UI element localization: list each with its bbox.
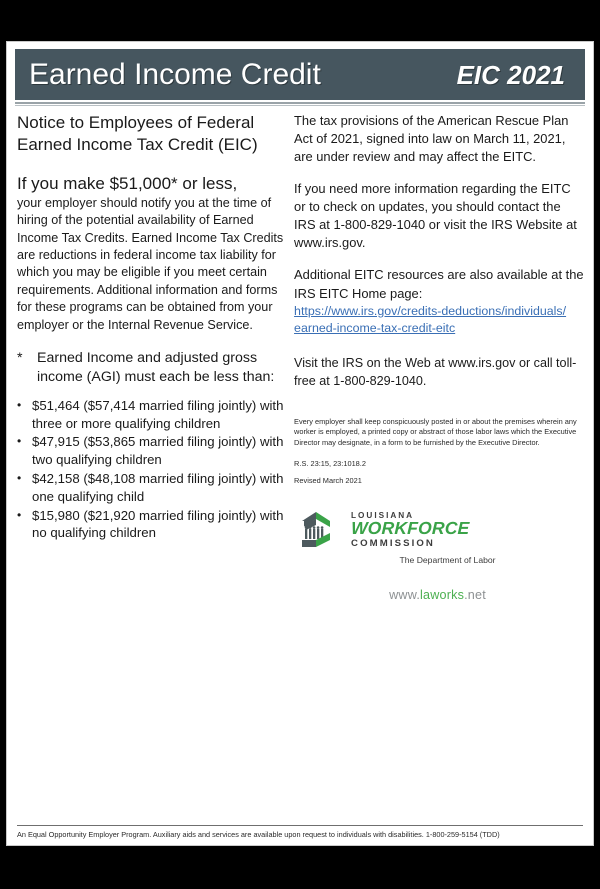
agi-note <box>17 349 286 387</box>
threshold-item-text: $51,464 ($57,414 married filing jointly) with three or more qualifying children <box>32 397 284 431</box>
bullet-icon: • <box>17 397 22 412</box>
workforce-building-icon <box>300 510 344 550</box>
bullet-icon: • <box>17 434 22 449</box>
poster-page <box>6 41 594 846</box>
footer-divider <box>17 825 583 826</box>
divider-line-lower <box>15 105 585 106</box>
right-column <box>286 112 585 602</box>
eitc-resource-link-line1[interactable]: https://www.irs.gov/credits-deductions/individuals/ <box>294 303 567 318</box>
threshold-item-text: $42,158 ($48,108 married filing jointly) with one qualifying child <box>32 470 284 504</box>
notice-heading: Notice to Employees of Federal Earned Income Tax Credit (EIC) <box>17 113 258 155</box>
list-item <box>17 433 286 469</box>
notice-body-paragraph: your employer should notify you at the time of hiring of the potential availability of Earned Income Tax Credits. Earned Income Tax Credits are reductions in federal income tax liability for which you may be eligible if you meet certain requirements. Additional information and forms for these programs can be obtained from your employer or the Internal Revenue Service. <box>17 195 284 332</box>
list-item <box>17 397 286 433</box>
more-info-paragraph: If you need more information regarding the EITC or to check on updates, you should contact the IRS at 1-800-829-1040 or visit the IRS Website at www.irs.gov. <box>294 181 577 251</box>
logo-line-commission: COMMISSION <box>351 538 435 550</box>
website-name: laworks <box>420 587 465 602</box>
content-columns <box>7 112 593 602</box>
banner-divider <box>15 102 585 106</box>
footer <box>7 825 593 839</box>
left-column <box>15 112 286 602</box>
logo-line-workforce: WORKFORCE <box>350 518 470 539</box>
threshold-item-text: $47,915 ($53,865 married filing jointly) with two qualifying children <box>32 434 284 468</box>
page-title: Earned Income Credit <box>29 57 321 91</box>
list-item <box>17 470 286 506</box>
revision-note: Revised March 2021 <box>294 476 362 486</box>
bullet-icon: • <box>17 470 22 485</box>
statute-citation: R.S. 23:15, 23:1018.2 <box>294 458 366 468</box>
agency-logo <box>294 510 585 601</box>
threshold-list <box>17 397 286 543</box>
eitc-resource-link-line2[interactable]: earned-income-tax-credit-eitc <box>294 320 456 335</box>
visit-irs-block: Visit the IRS on the Web at www.irs.gov or call toll-free at 1-800-829-1040. <box>294 355 577 388</box>
bullet-icon: • <box>17 507 22 522</box>
spacer-after-body <box>17 334 286 349</box>
asterisk-marker: * <box>17 349 23 366</box>
arpa-paragraph: The tax provisions of the American Rescue Plan Act of 2021, signed into law on March 11, 2021, are under review and may affect the EITC. <box>294 113 569 165</box>
agi-note-text: Earned Income and adjusted gross income (AGI) must each be less than: <box>37 349 275 385</box>
posting-requirement-text: Every employer shall keep conspicuously posted in or about the premises wherein any worker is employed, a printed copy or abstract of those labor laws which the Executive Director may designate, in a form to be furnished by the Executive Director. <box>294 416 577 447</box>
agency-website[interactable] <box>290 588 585 602</box>
logo-tagline: The Department of Labor <box>399 555 496 566</box>
header-banner <box>15 49 585 100</box>
threshold-heading: If you make $51,000* or less, <box>17 173 238 193</box>
website-prefix: www. <box>389 587 421 602</box>
logo-line-louisiana: LOUISIANA <box>351 511 415 521</box>
footer-text: An Equal Opportunity Employer Program. Auxiliary aids and services are available upon request to individuals with disabilities. 1-800-259-5154 (TDD) <box>17 829 500 839</box>
website-suffix: .net <box>464 587 486 602</box>
logo-wordmark <box>344 510 469 549</box>
logo-row <box>300 510 585 550</box>
threshold-item-text: $15,980 ($21,920 married filing jointly) with no qualifying children <box>32 507 284 541</box>
eitc-resources-paragraph: Additional EITC resources are also available at the IRS EITC Home page: <box>294 267 584 301</box>
list-item <box>17 507 286 543</box>
banner-year-label: EIC 2021 <box>456 59 565 90</box>
